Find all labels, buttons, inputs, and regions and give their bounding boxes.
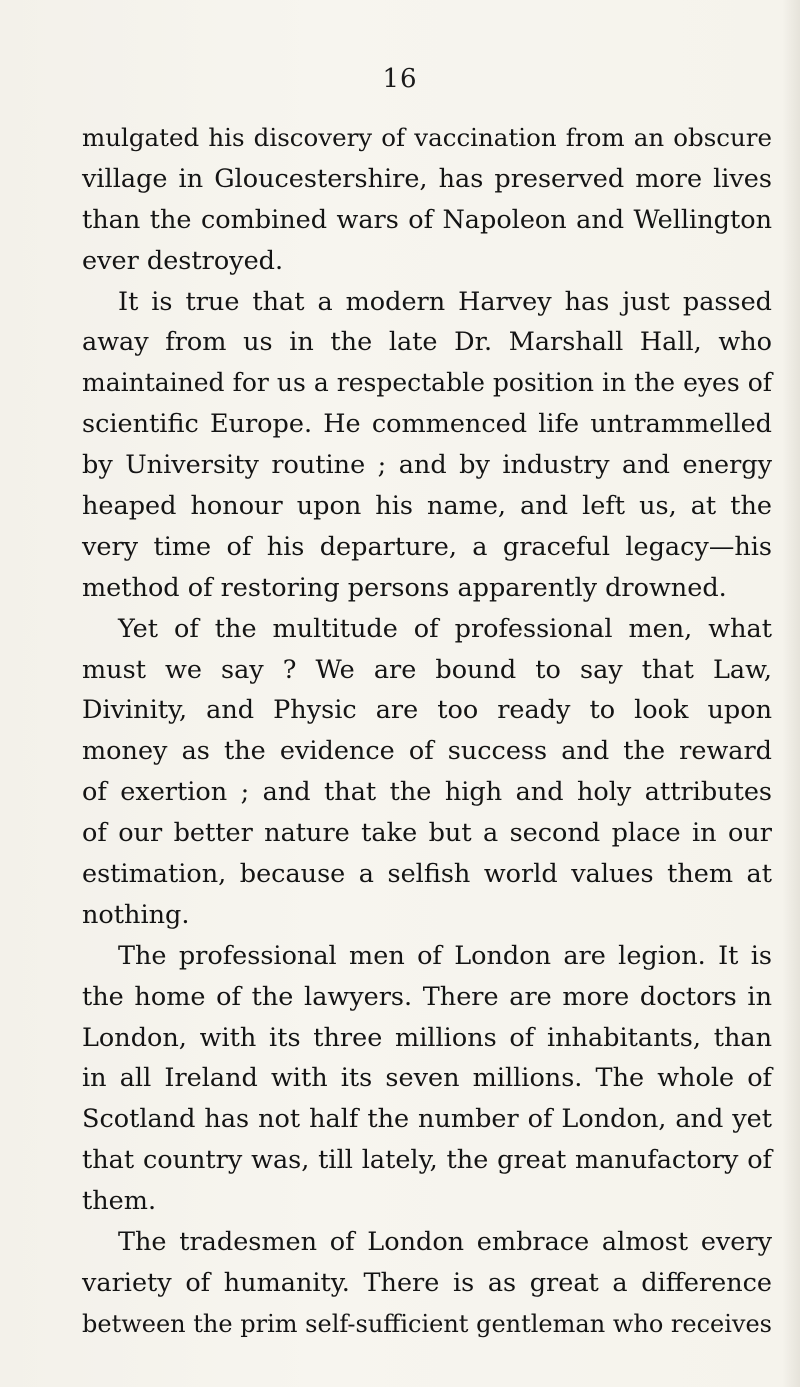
text-line: by University routine ; and by industry and energy <box>82 450 772 481</box>
text-line: The professional men of London are legion. It is <box>118 940 772 971</box>
text-line: them. <box>82 1186 157 1217</box>
text-line: that country was, till lately, the great manufactory of <box>82 1145 772 1176</box>
text-line: nothing. <box>82 899 190 930</box>
text-line: Yet of the multitude of professional men, what <box>118 613 772 644</box>
text-line: Scotland has not half the number of London, and yet <box>82 1104 772 1135</box>
text-line: than the combined wars of Napoleon and Wellington <box>82 204 772 235</box>
text-line: village in Gloucestershire, has preserved more lives <box>82 163 772 194</box>
text-line: heaped honour upon his name, and left us, at the <box>82 491 772 522</box>
text-line: the home of the lawyers. There are more doctors in <box>82 981 772 1012</box>
text-line: very time of his departure, a graceful legacy—his <box>82 531 772 562</box>
text-line: in all Ireland with its seven millions. The whole of <box>82 1063 772 1094</box>
text-line: away from us in the late Dr. Marshall Hall, who <box>82 327 772 358</box>
text-line: variety of humanity. There is as great a difference <box>82 1267 772 1298</box>
text-line: The tradesmen of London embrace almost every <box>118 1227 772 1258</box>
page-number: 16 <box>382 64 418 94</box>
text-line: of our better nature take but a second place in our <box>82 818 772 849</box>
body-text <box>82 118 772 1345</box>
text-line: estimation, because a selfish world values them at <box>82 859 772 890</box>
text-line: It is true that a modern Harvey has just passed <box>118 286 772 317</box>
text-line: method of restoring persons apparently drowned. <box>82 572 727 603</box>
text-line: between the prim self-sufficient gentleman who receives <box>82 1309 772 1338</box>
text-line: mulgated his discovery of vaccination from an obscure <box>82 123 772 152</box>
text-line: ever destroyed. <box>82 245 284 276</box>
text-line: of exertion ; and that the high and holy attributes <box>82 777 772 808</box>
text-line: London, with its three millions of inhabitants, than <box>82 1022 772 1053</box>
text-line: must we say ? We are bound to say that Law, <box>82 654 772 685</box>
text-line: Divinity, and Physic are too ready to look upon <box>82 695 772 726</box>
text-line: scientific Europe. He commenced life untrammelled <box>82 409 772 440</box>
text-line: money as the evidence of success and the reward <box>82 736 772 767</box>
text-line: maintained for us a respectable position in the eyes of <box>82 368 772 398</box>
